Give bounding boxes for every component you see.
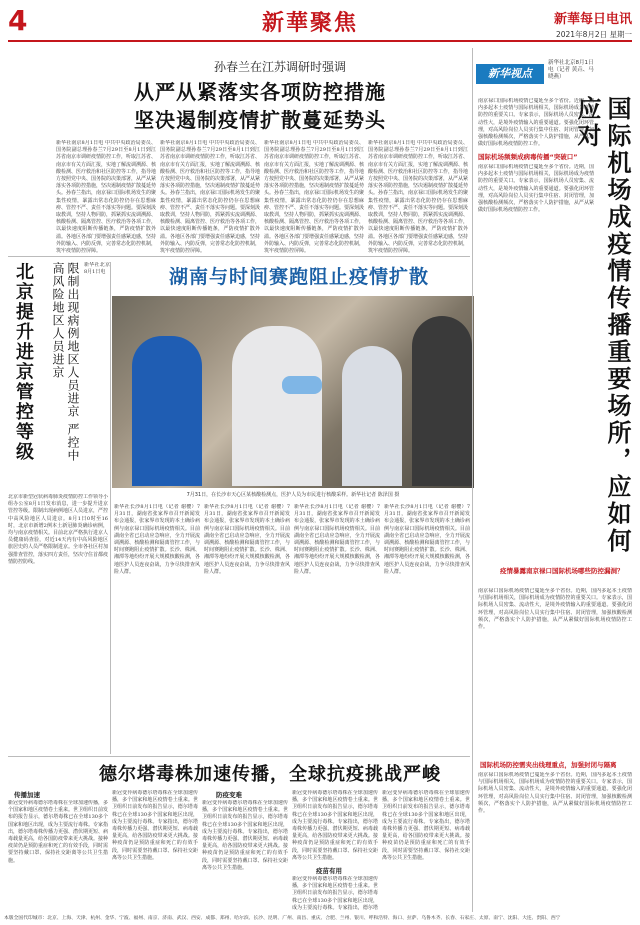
sidebar-body-3: 南京禄口国际机场疫情已蔓延至多个省份。近期，国内多起本土疫情与国际机场相关，国际机场成为疫情防控的重要关口。专家表示，国际机场人员密集、流动性大，是境外疫情输入的重要通道。要强化闭环管理，对高风险岗位人员实行集中住宿、封闭管理，加强核酸检测频次，严格落实个人防护措施，从严从紧做好国际机场疫情防控工作。 [478, 588, 632, 631]
delta-body-col1: 新冠变异病毒德尔塔毒株在全球加速传播，多个国家和地区疫情卷土重来。世卫组织日前发布的报告显示，德尔塔毒株已在全球130多个国家和地区出现，成为主要流行毒株。专家指出，德尔塔毒株传播力更强、潜伏期更短、病毒载量更高，给各国防疫带来更大挑战。接种疫苗仍是预防重症和死亡的有效手段，同时需要坚持戴口罩、保持社交距离等公共卫生措施。 [8, 800, 108, 864]
sidebar-source: 新华社北京8月1日电（记者 黄垚、马晓燕） [548, 60, 594, 80]
beijing-body: 北京市新型冠状病毒肺炎疫情防控工作领导小组办公室8月1日发布消息，进一步提升进京管控等级。限制出现病例地区人员进京，严控中高风险地区人员进京。8月1日0时至16时，北京市新增2例本土新冠肺炎确诊病例，均与南京疫情相关。目前北京严格执行进京人员健康码查验，对近14天内有中高风险地区旅居史的人员严格限制进京。全市各社区村加强排查管控，落实四方责任，坚决守住首都疫情防控防线。 [8, 494, 108, 565]
divider [8, 756, 470, 757]
sidebar-body-2: 南京禄口国际机场疫情已蔓延至多个省份。近期，国内多起本土疫情与国际机场相关，国际机场成为疫情防控的重要关口。专家表示，国际机场人员密集、流动性大，是境外疫情输入的重要通道。要强化闭环管理，对高风险岗位人员实行集中住宿、封闭管理，加强核酸检测频次，严格落实个人防护措施，从严从紧做好国际机场疫情防控工作。 [478, 164, 594, 214]
photo-figure [412, 316, 472, 486]
divider [110, 262, 111, 754]
photo-detail [282, 376, 322, 394]
header-divider [8, 40, 632, 42]
sidebar-body-4: 南京禄口国际机场疫情已蔓延至多个省份。近期，国内多起本土疫情与国际机场相关，国际机场成为疫情防控的重要关口。专家表示，国际机场人员密集、流动性大，是境外疫情输入的重要通道。要强化闭环管理，对高风险岗位人员实行集中住宿、封闭管理，加强核酸检测频次，严格落实个人防护措施，从严从紧做好国际机场疫情防控工作。 [478, 772, 632, 815]
sidebar-body-1: 南京禄口国际机场疫情已蔓延至多个省份。近期，国内多起本土疫情与国际机场相关，国际机场成为疫情防控的重要关口。专家表示，国际机场人员密集、流动性大，是境外疫情输入的重要通道。要强化闭环管理，对高风险岗位人员实行集中住宿、封闭管理，加强核酸检测频次，严格落实个人防护措施，从严从紧做好国际机场疫情防控工作。 [478, 98, 594, 148]
sidebar-banner-label: 新华视点 [476, 64, 544, 84]
hunan-headline: 湖南与时间赛跑阻止疫情扩散 [168, 266, 429, 288]
beijing-subheadline: 限制出现病例地区人员进京 严控中高风险地区人员进京 [51, 262, 80, 462]
hunan-body-col1: 新华社长沙8月1日电（记者 谢樱）7月31日，湖南省张家界市召开新闻发布会通报，张家界市发现的本土确诊病例与南京禄口国际机场疫情相关。目前湖南全省已启动应急响应，全力开展流调溯源、核酸检测和隔离管控工作，与时间赛跑阻止疫情扩散。长沙、株洲、湘潭等地纷纷开展大规模核酸检测，各地医护人员连夜奋战，力争尽快排查风险人群。 [114, 504, 200, 575]
delta-subheading-3: 疫苗有用 [316, 867, 342, 875]
delta-subheading-1: 传播加速 [14, 791, 40, 799]
delta-headline: 德尔塔毒株加速传播，全球抗疫挑战严峻 [99, 764, 441, 785]
delta-subheading-2: 防疫变难 [216, 791, 242, 799]
photo-figure [232, 326, 322, 486]
brand-name: 新華每日电讯 [553, 12, 632, 27]
lead-kicker: 孙春兰在江苏调研时强调 [213, 60, 346, 74]
sidebar-headline: 国际机场成疫情传播重要场所，应如何应对 [573, 96, 631, 555]
delta-body-col4: 新冠变异病毒德尔塔毒株在全球加速传播，多个国家和地区疫情卷土重来。世卫组织日前发布的报告显示，德尔塔毒株已在全球130多个国家和地区出现，成为主要流行毒株。专家指出，德尔塔毒株传播力更强、潜伏期更短、病毒载量更高，给各国防疫带来更大挑战。接种疫苗仍是预防重症和死亡的有效手段，同时需要坚持戴口罩、保持社交距离等公共卫生措施。 [292, 790, 378, 861]
page-header [0, 0, 640, 42]
photo-caption: 7月31日，在长沙市天心区某核酸检测点，医护人员为市民进行核酸采样。新华社记者 陈泽国 摄 [186, 492, 400, 498]
masthead [554, 8, 632, 40]
lead-body-col3: 新华社南京8月1日电 中共中央政治局委员、国务院副总理孙春兰7月29日至8月1日到江苏省南京市调研疫情防控工作，听取江苏省、南京市有关方面汇报，实地了解流调溯源、核酸检测、医疗救治和社区防控等工作，指导地方按照党中央、国务院的决策部署，从严从紧落实各项防控措施，坚决遏制疫情扩散蔓延势头。孙春兰指出，南京禄口国际机场发生的聚集性疫情，暴露出常态化防控仍存在思想麻痹、管控不严、责任不落实等问题。要深刻汲取教训，坚持人物同防，抓紧抓实流调溯源、核酸检测、隔离管控、医疗救治等各项工作，以最快速度阻断传播链条，严防疫情扩散外溢。各地区各部门要增强责任感紧迫感，坚持外防输入、内防反弹，完善常态化防控机制，筑牢疫情防控屏障。 [264, 140, 364, 255]
issue-date: 2021年8月2日 星期一 [555, 30, 632, 39]
hunan-body-col2: 新华社长沙8月1日电（记者 谢樱）7月31日，湖南省张家界市召开新闻发布会通报，张家界市发现的本土确诊病例与南京禄口国际机场疫情相关。目前湖南全省已启动应急响应，全力开展流调溯源、核酸检测和隔离管控工作，与时间赛跑阻止疫情扩散。长沙、株洲、湘潭等地纷纷开展大规模核酸检测，各地医护人员连夜奋战，力争尽快排查风险人群。 [204, 504, 290, 575]
photo-figure [132, 336, 202, 486]
photo-figure [342, 346, 402, 486]
hunan-body-col4: 新华社长沙8月1日电（记者 谢樱）7月31日，湖南省张家界市召开新闻发布会通报，张家界市发现的本土确诊病例与南京禄口国际机场疫情相关。目前湖南全省已启动应急响应，全力开展流调溯源、核酸检测和隔离管控工作，与时间赛跑阻止疫情扩散。长沙、株洲、湘潭等地纷纷开展大规模核酸检测，各地医护人员连夜奋战，力争尽快排查风险人群。 [384, 504, 470, 575]
sidebar-subheading-2: 疫情暴露南京禄口国际机场哪些防控漏洞？ [500, 567, 624, 575]
page-number: 4 [8, 4, 28, 37]
beijing-dateline: 新华社北京8月1日电 [84, 262, 110, 276]
delta-body-col3: 新冠变异病毒德尔塔毒株在全球加速传播，多个国家和地区疫情卷土重来。世卫组织日前发布的报告显示，德尔塔毒株已在全球130多个国家和地区出现，成为主要流行毒株。专家指出，德尔塔毒株传播力更强、潜伏期更短、病毒载量更高，给各国防疫带来更大挑战。接种疫苗仍是预防重症和死亡的有效手段，同时需要坚持戴口罩、保持社交距离等公共卫生措施。 [202, 800, 288, 871]
sidebar-subheading-3: 国际机场防控需夹出线理重点，加强封闭与隔离 [480, 761, 617, 769]
delta-body-col5: 新冠变异病毒德尔塔毒株在全球加速传播，多个国家和地区疫情卷土重来。世卫组织日前发布的报告显示，德尔塔毒株已在全球130多个国家和地区出现，成为主要流行毒株。专家指出，德尔塔 [292, 876, 378, 910]
divider [472, 48, 473, 912]
news-photo [112, 296, 474, 488]
divider [8, 256, 470, 257]
delta-body-col2: 新冠变异病毒德尔塔毒株在全球加速传播，多个国家和地区疫情卷土重来。世卫组织日前发布的报告显示，德尔塔毒株已在全球130多个国家和地区出现，成为主要流行毒株。专家指出，德尔塔毒株传播力更强、潜伏期更短、病毒载量更高，给各国防疫带来更大挑战。接种疫苗仍是预防重症和死亡的有效手段，同时需要坚持戴口罩、保持社交距离等公共卫生措施。 [112, 790, 198, 861]
lead-body-col2: 新华社南京8月1日电 中共中央政治局委员、国务院副总理孙春兰7月29日至8月1日到江苏省南京市调研疫情防控工作，听取江苏省、南京市有关方面汇报，实地了解流调溯源、核酸检测、医疗救治和社区防控等工作，指导地方按照党中央、国务院的决策部署，从严从紧落实各项防控措施，坚决遏制疫情扩散蔓延势头。孙春兰指出，南京禄口国际机场发生的聚集性疫情，暴露出常态化防控仍存在思想麻痹、管控不严、责任不落实等问题。要深刻汲取教训，坚持人物同防，抓紧抓实流调溯源、核酸检测、隔离管控、医疗救治等各项工作，以最快速度阻断传播链条，严防疫情扩散外溢。各地区各部门要增强责任感紧迫感，坚持外防输入、内防反弹，完善常态化防控机制，筑牢疫情防控屏障。 [160, 140, 260, 255]
lead-body-col1: 新华社南京8月1日电 中共中央政治局委员、国务院副总理孙春兰7月29日至8月1日到江苏省南京市调研疫情防控工作，听取江苏省、南京市有关方面汇报，实地了解流调溯源、核酸检测、医疗救治和社区防控等工作，指导地方按照党中央、国务院的决策部署，从严从紧落实各项防控措施，坚决遏制疫情扩散蔓延势头。孙春兰指出，南京禄口国际机场发生的聚集性疫情，暴露出常态化防控仍存在思想麻痹、管控不严、责任不落实等问题。要深刻汲取教训，坚持人物同防，抓紧抓实流调溯源、核酸检测、隔离管控、医疗救治等各项工作，以最快速度阻断传播链条，严防疫情扩散外溢。各地区各部门要增强责任感紧迫感，坚持外防输入、内防反弹，完善常态化防控机制，筑牢疫情防控屏障。 [56, 140, 156, 255]
lead-headline [60, 78, 460, 134]
sidebar-subheading-1: 国际机场频频成病毒传播“突破口” [478, 153, 578, 161]
lead-headline-line2: 坚决遏制疫情扩散蔓延势头 [134, 108, 386, 132]
sidebar-banner [476, 56, 631, 94]
section-title: 新華聚焦 [262, 10, 359, 36]
print-cities-footer: 本版全国代印城市：北京、上海、天津、杭州、金华、宁波、福州、南京、济南、武汉、西安、成都、郑州、哈尔滨、长沙、昆明、广州、南昌、重庆、合肥、兰州、银川、呼和浩特、海口、拉萨、乌鲁木齐、长春、石家庄、太原、南宁、沈阳、大连、贵阳、西宁 [4, 916, 561, 921]
hunan-body-col3: 新华社长沙8月1日电（记者 谢樱）7月31日，湖南省张家界市召开新闻发布会通报，张家界市发现的本土确诊病例与南京禄口国际机场疫情相关。目前湖南全省已启动应急响应，全力开展流调溯源、核酸检测和隔离管控工作，与时间赛跑阻止疫情扩散。长沙、株洲、湘潭等地纷纷开展大规模核酸检测，各地医护人员连夜奋战，力争尽快排查风险人群。 [294, 504, 380, 575]
lead-headline-line1: 从严从紧落实各项防控措施 [134, 80, 386, 104]
beijing-headline: 北京提升进京管控等级 [13, 262, 34, 462]
delta-body-col6: 新冠变异病毒德尔塔毒株在全球加速传播，多个国家和地区疫情卷土重来。世卫组织日前发布的报告显示，德尔塔毒株已在全球130多个国家和地区出现，成为主要流行毒株。专家指出，德尔塔毒株传播力更强、潜伏期更短、病毒载量更高，给各国防疫带来更大挑战。接种疫苗仍是预防重症和死亡的有效手段，同时需要坚持戴口罩、保持社交距离等公共卫生措施。 [382, 790, 470, 861]
lead-body-col4: 新华社南京8月1日电 中共中央政治局委员、国务院副总理孙春兰7月29日至8月1日到江苏省南京市调研疫情防控工作，听取江苏省、南京市有关方面汇报，实地了解流调溯源、核酸检测、医疗救治和社区防控等工作，指导地方按照党中央、国务院的决策部署，从严从紧落实各项防控措施，坚决遏制疫情扩散蔓延势头。孙春兰指出，南京禄口国际机场发生的聚集性疫情，暴露出常态化防控仍存在思想麻痹、管控不严、责任不落实等问题。要深刻汲取教训，坚持人物同防，抓紧抓实流调溯源、核酸检测、隔离管控、医疗救治等各项工作，以最快速度阻断传播链条，严防疫情扩散外溢。各地区各部门要增强责任感紧迫感，坚持外防输入、内防反弹，完善常态化防控机制，筑牢疫情防控屏障。 [368, 140, 468, 255]
